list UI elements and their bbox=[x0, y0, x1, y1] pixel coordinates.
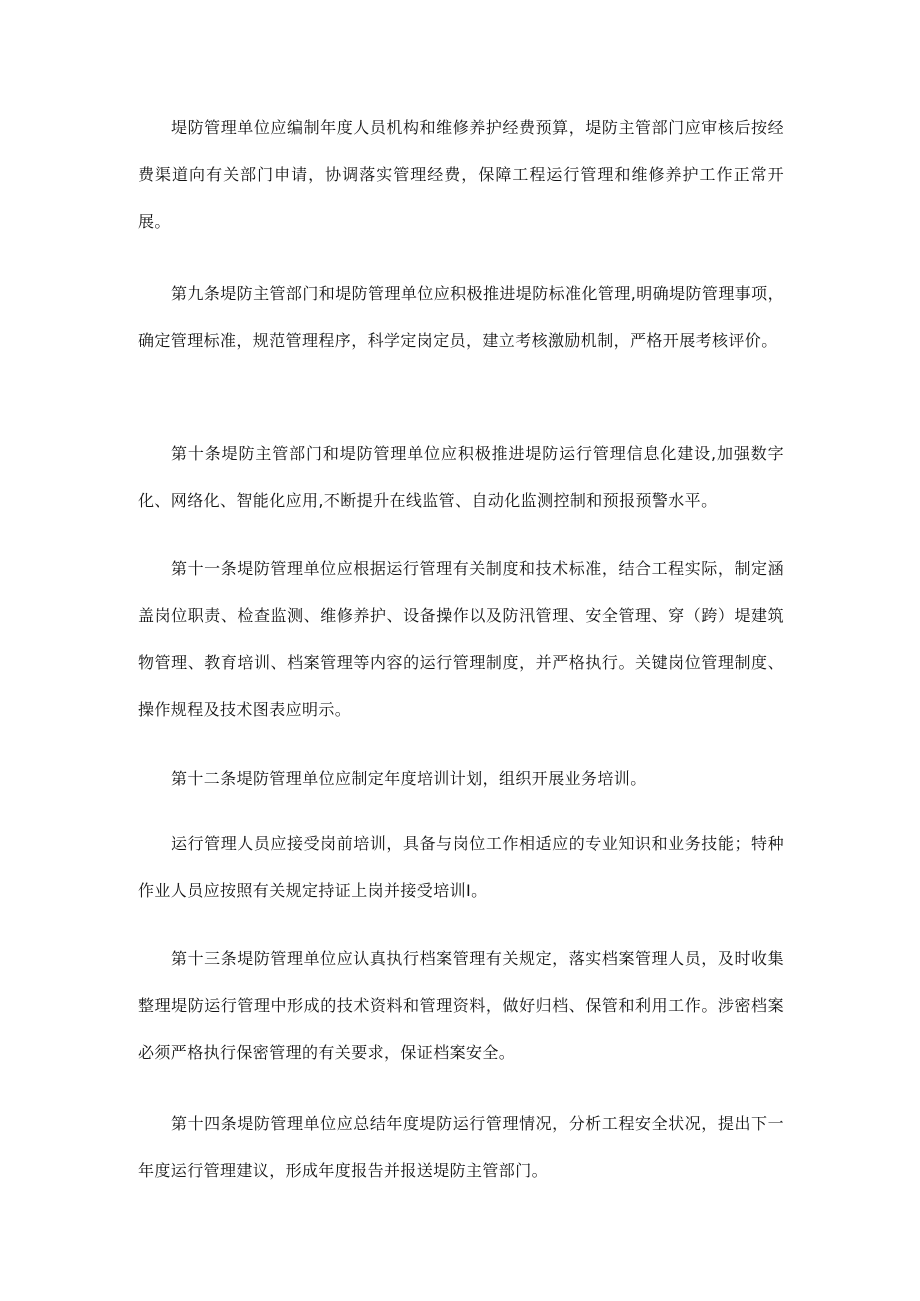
paragraph-article-14: 第十四条堤防管理单位应总结年度堤防运行管理情况，分析工程安全状况，提出下一年度运行管理建议，形成年度报告并报送堤防主管部门。 bbox=[138, 1114, 784, 1180]
paragraph-article-9: 第九条堤防主管部门和堤防管理单位应积极推进堤防标准化管理,明确堤防管理事项，确定管理标准，规范管理程序，科学定岗定员，建立考核激励机制，严格开展考核评价。 bbox=[138, 284, 784, 350]
paragraph-training: 运行管理人员应接受岗前培训，具备与岗位工作相适应的专业知识和业务技能；特种作业人员应按照有关规定持证上岗并接受培训Ⅰ。 bbox=[138, 834, 784, 900]
paragraph-article-12: 第十二条堤防管理单位应制定年度培训计划，组织开展业务培训。 bbox=[171, 769, 647, 788]
paragraph-budget: 堤防管理单位应编制年度人员机构和维修养护经费预算，堤防主管部门应审核后按经费渠道向有关部门申请，协调落实管理经费，保障工程运行管理和维修养护工作正常开展。 bbox=[138, 118, 784, 231]
paragraph-article-10: 第十条堤防主管部门和堤防管理单位应积极推进堤防运行管理信息化建设,加强数字化、网络化、智能化应用,不断提升在线监管、自动化监测控制和预报预警水平。 bbox=[138, 444, 784, 510]
paragraph-article-11: 第十一条堤防管理单位应根据运行管理有关制度和技术标准，结合工程实际，制定涵盖岗位职责、检查监测、维修养护、设备操作以及防汛管理、安全管理、穿（跨）堤建筑物管理、教育培训、档案管理等内容的运行管理制度，并严格执行。关键岗位管理制度、操作规程及技术图表应明示。 bbox=[138, 559, 784, 719]
paragraph-article-13: 第十三条堤防管理单位应认真执行档案管理有关规定，落实档案管理人员，及时收集整理堤防运行管理中形成的技术资料和管理资料，做好归档、保管和利用工作。涉密档案必须严格执行保密管理的有关要求，保证档案安全。 bbox=[138, 949, 784, 1062]
